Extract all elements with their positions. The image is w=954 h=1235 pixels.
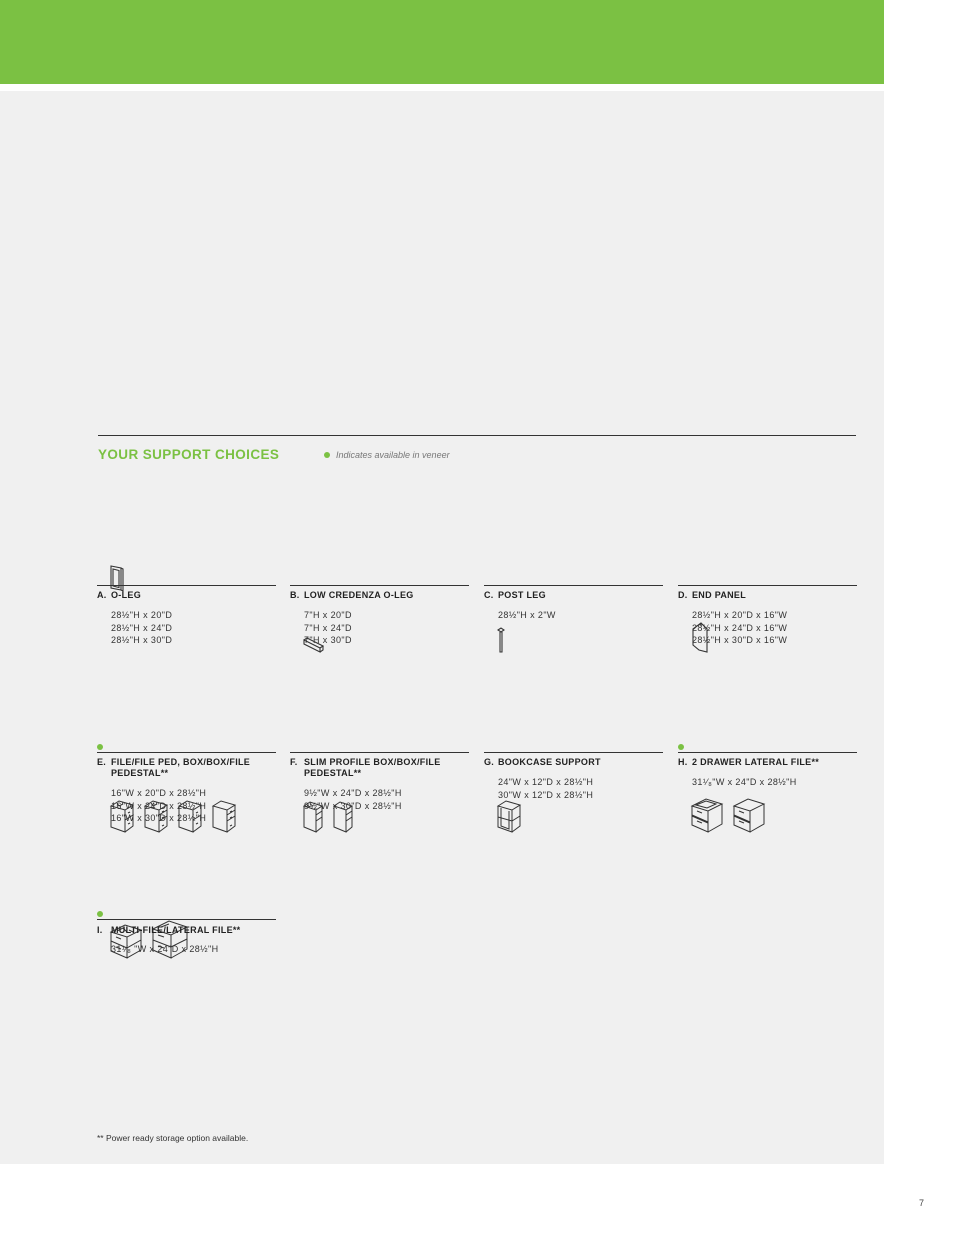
lateral-file-icon [732,797,766,833]
item-letter: F. [290,757,298,767]
item-title [678,590,852,601]
item-letter: B. [290,590,300,600]
support-item-2-drawer-lateral-file [678,700,857,840]
item-icons [690,706,766,833]
support-item-file-file-pedestal [97,700,276,840]
item-divider [290,585,469,586]
dimension-line: 28½"H x 30"D [111,635,173,645]
veneer-legend [324,450,450,460]
item-title [290,757,464,779]
dimension-line: 24"W x 12"D x 28½"H [498,777,594,787]
item-title [97,757,271,779]
item-dimensions [498,609,556,622]
item-letter: H. [678,757,688,767]
item-name: MULTI-FILE/LATERAL FILE** [111,925,241,935]
item-name: SLIM PROFILE BOX/BOX/FILE PEDESTAL** [304,757,441,778]
dimension-line: 9½"W x 30"D x 28½"H [304,800,402,811]
veneer-dot-icon [97,744,103,750]
item-name: END PANEL [692,590,747,600]
dimension-line: 7"H x 24"D [304,622,352,633]
item-icons [496,709,522,833]
o-leg-icon [109,564,125,592]
item-divider [97,585,276,586]
box-box-file-pedestal-icon [211,799,237,833]
item-letter: E. [97,757,107,767]
support-item-bookcase-support [484,700,663,840]
item-letter: I. [97,925,103,935]
dimension-line: 16"W x 24"D x 28½"H [111,800,207,811]
dimension-line: 28½"H x 24"D [111,622,173,633]
item-icons [496,550,506,653]
item-title [484,590,658,601]
item-divider [484,585,663,586]
item-divider [97,919,276,920]
item-name: LOW CREDENZA O-LEG [304,590,414,600]
item-dimensions [304,609,352,647]
support-item-multi-file-lateral-file [97,866,276,966]
support-item-low-credenza-o-leg [290,530,469,660]
header-color-band [0,0,884,84]
item-divider [678,752,857,753]
item-dimensions [692,776,797,789]
item-title [678,757,852,768]
item-dimensions [692,609,787,647]
item-divider [97,752,276,753]
dimension-line: 7"H x 20"D [304,610,352,620]
bookcase-support-icon [496,799,522,833]
dimension-line: 28½"H x 2"W [498,610,556,620]
page-number: 7 [919,1198,925,1208]
dimension-line: 28½"H x 20"D x 16"W [692,610,788,620]
section-heading: YOUR SUPPORT CHOICES [98,447,280,462]
dimension-line: 31¹⁄₈"W x 24"D x 28½"H [692,777,797,787]
item-name: 2 DRAWER LATERAL FILE** [692,757,820,767]
support-item-slim-profile-pedestal [290,700,469,840]
item-title [290,590,464,601]
item-letter: A. [97,590,107,600]
support-item-post-leg [484,530,663,660]
dimension-line: 9½"W x 24"D x 28½"H [304,788,402,798]
footnote: ** Power ready storage option available. [97,1133,249,1143]
dimension-line: 28½"H x 24"D x 16"W [692,622,788,633]
dimension-line: 7"H x 30"D [304,635,352,645]
item-title [97,590,271,601]
section-divider [98,435,856,436]
veneer-dot-icon [678,744,684,750]
item-dimensions [111,787,206,825]
dimension-line: 16"W x 30"D x 28½"H [111,813,207,823]
item-dimensions [111,609,172,647]
item-divider [484,752,663,753]
item-name: O-LEG [111,590,141,600]
item-name: FILE/FILE PED, BOX/BOX/FILE PEDESTAL** [111,757,251,778]
item-letter: C. [484,590,494,600]
item-letter: G. [484,757,495,767]
dimension-line: 31¹⁄₈ "W x 24"D x 28½"H [111,944,219,954]
item-divider [678,585,857,586]
item-title [97,925,271,936]
lateral-file-icon [690,797,724,833]
support-item-end-panel [678,530,857,660]
item-name: BOOKCASE SUPPORT [498,757,601,767]
support-item-o-leg [97,530,276,660]
item-title [484,757,658,768]
item-dimensions [498,776,593,801]
veneer-legend-text: Indicates available in veneer [336,450,450,460]
item-dimensions [304,787,402,812]
item-name: POST LEG [498,590,546,600]
item-divider [290,752,469,753]
veneer-dot-icon [97,911,103,917]
dimension-line: 30"W x 12"D x 28½"H [498,789,594,800]
post-leg-icon [496,627,506,653]
dimension-line: 16"W x 20"D x 28½"H [111,788,207,798]
dimension-line: 28½"H x 30"D x 16"W [692,635,788,645]
item-dimensions [111,943,219,956]
veneer-dot-icon [324,452,330,458]
item-letter: D. [678,590,688,600]
dimension-line: 28½"H x 20"D [111,610,173,620]
